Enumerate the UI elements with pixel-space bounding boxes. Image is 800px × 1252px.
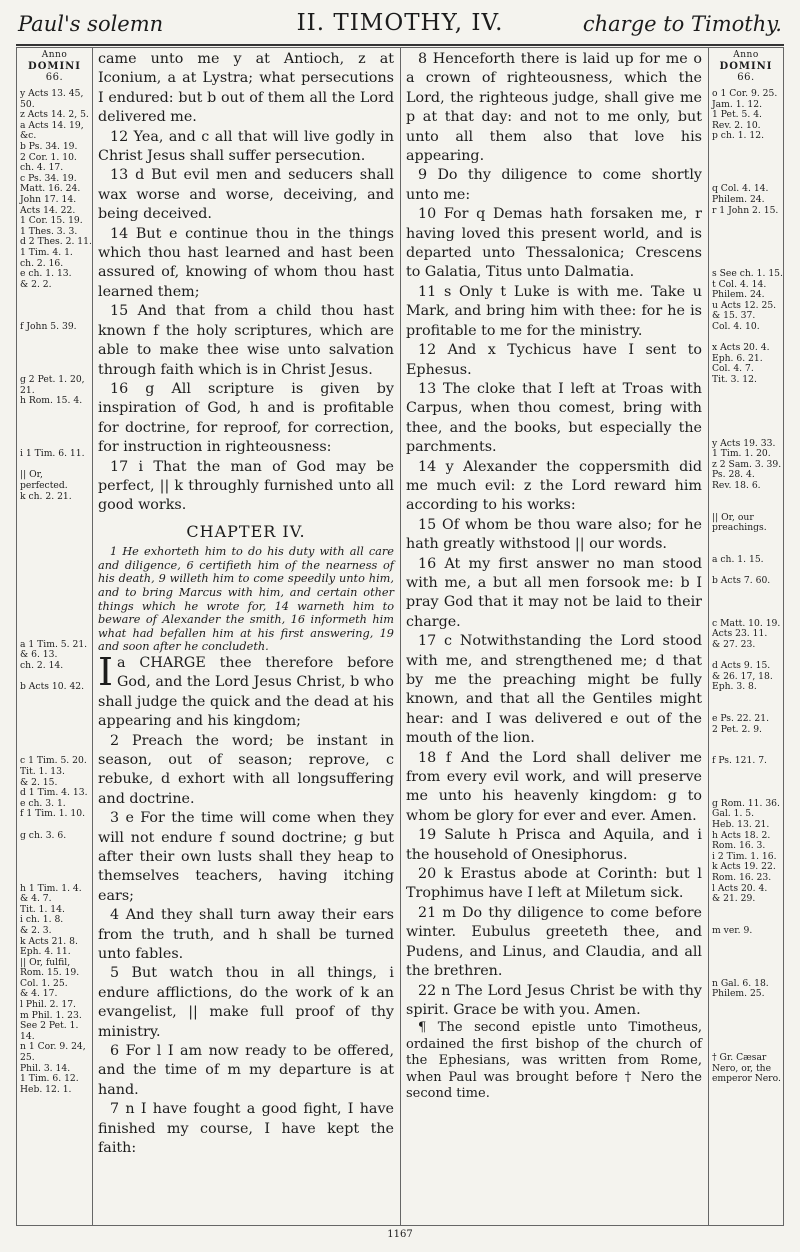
right-margin-references: o 1 Cor. 9. 25. Jam. 1. 12. 1 Pet. 5. 4. Rev. 2. 10. p ch. 1. 12. q Col. 4. 14. Philem. 24. r 1 John 2. 15. s See ch. 1. 15. t Col. 4. 14. Philem. 24. u Acts 12. 25. & 15. 37. Col. 4. 10. x Acts 20. 4. Eph. 6. 21. Col. 4. 7. Tit. 3. 12. y Acts 19. 33. 1 Tim. 1. 20. z 2 Sam. 3. 39. Ps. 28. 4. Rev. 18. 6. || Or, our preachings. a ch. 1. 15. b Acts 7. 60. c Matt. 10. 19. Acts 23. 11. & 27. 23. d Acts 9. 15. & 26. 17, 18. Eph. 3. 8. e Ps. 22. 21. 2 Pet. 2. 9. f Ps. 121. 7. g Rom. 11. 36. Gal. 1. 5. Heb. 13. 21. h Acts 18. 2. Rom. 16. 3. i 2 Tim. 1. 16. k Acts 19. 22. Rom. 16. 23. l Acts 20. 4. & 21. 29. m ver. 9. n Gal. 6. 18. Philem. 25. † Gr. Cæsar Nero, or, the emperor Nero.: [712, 88, 783, 1085]
chapter-heading: CHAPTER IV.: [186, 521, 306, 541]
verse-4-19: 19 Salute h Prisca and Aquila, and i the household of Onesiphorus.: [406, 827, 702, 863]
verse-3-17: 17 i That the man of God may be perfect, || k throughly furnished unto all good works.: [98, 458, 394, 514]
epistle-postscript: ¶ The second epistle unto Timotheus, ordained the first bishop of the church of the Ephesians, was written from Rome, when Paul was brought before † Nero the second time.: [406, 1020, 702, 1102]
text-column-right: [406, 50, 702, 1103]
verse-3-13: 13 d But evil men and seducers shall wax worse and worse, deceiving, and being deceived.: [98, 167, 394, 223]
verse-4-4: 4 And they shall turn away their ears from the truth, and h shall be turned unto fables.: [98, 907, 394, 962]
verse-3-16: 16 g All scripture is given by inspiration of God, h and is profitable for doctrine, for reproof, for correction, for instruction in righteousness:: [98, 380, 394, 456]
verse-4-11: 11 s Only t Luke is with me. Take u Mark, and bring him with thee: for he is profitable to me for the ministry.: [406, 283, 702, 339]
left-margin-divider: [92, 47, 93, 1226]
verse-3-12: 12 Yea, and c all that will live godly in Christ Jesus shall suffer persecution.: [98, 128, 394, 165]
verse-4-15: 15 Of whom be thou ware also; for he hath greatly withstood || our words.: [406, 516, 702, 553]
anno-domini-left: Anno DOMINI 66.: [28, 50, 81, 83]
header-left-title: Paul's solemn: [18, 12, 164, 36]
verse-3-11: came unto me y at Antioch, z at Iconium, a at Lystra; what persecutions I endured: but b out of them all the Lord delivered me.: [98, 51, 394, 126]
verse-4-18: 18 f And the Lord shall deliver me from every evil work, and will preserve me unto his heavenly kingdom: g to whom be glory for ever and ever. Amen.: [406, 749, 702, 824]
drop-cap: I: [98, 649, 114, 694]
header-right-title: charge to Timothy.: [582, 12, 782, 36]
verse-3-14: 14 But e continue thou in the things which thou hast learned and hast been assured of, knowing of whom thou hast learned them;: [98, 225, 394, 300]
page-header: [16, 4, 784, 40]
column-divider: [400, 47, 401, 1226]
verse-4-6: 6 For l I am now ready to be offered, and the time of m my departure is at hand.: [98, 1043, 394, 1098]
verse-3-15: 15 And that from a child thou hast known f the holy scriptures, which are able to make thee wise unto salvation through faith which is in Christ Jesus.: [98, 303, 394, 378]
verse-4-2: 2 Preach the word; be instant in season, out of season; reprove, c rebuke, d exhort with all longsuffering and doctrine.: [98, 732, 394, 807]
verse-4-12: 12 And x Tychicus have I sent to Ephesus.: [406, 342, 702, 378]
verse-4-17: 17 c Notwithstanding the Lord stood with me, and strengthened me; d that by me the preaching might be fully known, and that all the Gentiles might hear: and I was delivered e out of the mouth of the lion.: [406, 633, 702, 747]
verse-4-8: 8 Henceforth there is laid up for me o a crown of righteousness, which the Lord, the righteous judge, shall give me p at that day: and not to me only, but unto all them also that love his appearing.: [406, 51, 702, 165]
verse-4-9: 9 Do thy diligence to come shortly unto me:: [406, 167, 702, 203]
verse-4-10: 10 For q Demas hath forsaken me, r having loved this present world, and is departed unto Thessalonica; Crescens to Galatia, Titus unto Dalmatia.: [406, 206, 702, 281]
anno-domini-right: Anno DOMINI 66.: [719, 50, 773, 83]
right-margin: [709, 50, 783, 1085]
verse-4-13: 13 The cloke that I left at Troas with Carpus, when thou comest, bring with thee, and the books, but especially the parchments.: [406, 380, 702, 456]
left-margin: [17, 50, 92, 1095]
verse-4-7: 7 n I have fought a good fight, I have finished my course, I have kept the faith:: [98, 1101, 394, 1157]
verse-4-20: 20 k Erastus abode at Corinth: but l Trophimus have I left at Miletum sick.: [406, 866, 702, 902]
left-margin-references: y Acts 13. 45, 50. z Acts 14. 2, 5. a Acts 14. 19, &c. b Ps. 34. 19. 2 Cor. 1. 10. ch. 4. 17. c Ps. 34. 19. Matt. 16. 24. John 17. 14. Acts 14. 22. 1 Cor. 15. 19. 1 Thes. 3. 3. d 2 Thes. 2. 11. 1 Tim. 4. 1. ch. 2. 16. e ch. 1. 13. & 2. 2. f John 5. 39. g 2 Pet. 1. 20, 21. h Rom. 15. 4. i 1 Tim. 6. 11. || Or, perfected. k ch. 2. 21. a 1 Tim. 5. 21. & 6. 13. ch. 2. 14. b Acts 10. 42. c 1 Tim. 5. 20. Tit. 1. 13. & 2. 15. d 1 Tim. 4. 13. e ch. 3. 1. f 1 Tim. 1. 10. g ch. 3. 6. h 1 Tim. 1. 4. & 4. 7. Tit. 1. 14. i ch. 1. 8. & 2. 3. k Acts 21. 8. Eph. 4. 11. || Or, fulfil, Rom. 15. 19. Col. 1. 25. & 4. 17. l Phil. 2. 17. m Phil. 1. 23. See 2 Pet. 1. 14. n 1 Cor. 9. 24, 25. Phil. 3. 14. 1 Tim. 6. 12. Heb. 12. 1.: [20, 88, 92, 1095]
page-number: 1167: [387, 1229, 413, 1240]
header-book-chapter: II. TIMOTHY, IV.: [296, 10, 504, 36]
verse-4-3: 3 e For the time will come when they will not endure f sound doctrine; g but after their own lusts shall they heap to themselves teachers, having itching ears;: [98, 810, 394, 904]
verse-4-1: I a CHARGE thee therefore before God, and the Lord Jesus Christ, b who shall judge the quick and the dead at his appearing and his kingdom;: [98, 649, 394, 730]
header-rule: [16, 44, 784, 46]
chapter-summary: 1 He exhorteth him to do his duty with all care and diligence, 6 certifieth him of the nearness of his death, 9 willeth him to come speedily unto him, and to bring Marcus with him, and certain other things which he wrote for, 14 warneth him to beware of Alexander the smith, 16 informeth him what had befallen him at his first answering, 19 and soon after he concludeth.: [98, 545, 394, 654]
verse-4-16: 16 At my first answer no man stood with me, a but all men forsook me: b I pray God that it may not be laid to their charge.: [406, 555, 702, 630]
verse-4-14: 14 y Alexander the coppersmith did me much evil: z the Lord reward him according to his works:: [406, 458, 702, 514]
verse-4-22: 22 n The Lord Jesus Christ be with thy spirit. Grace be with you. Amen.: [406, 982, 702, 1018]
verse-4-21: 21 m Do thy diligence to come before winter. Eubulus greeteth thee, and Pudens, and Linus, and Claudia, and all the brethren.: [406, 904, 702, 980]
text-column-left: [98, 50, 394, 1158]
verse-4-5: 5 But watch thou in all things, i endure afflictions, do the work of k an evangelist, || make full proof of thy ministry.: [98, 965, 394, 1040]
